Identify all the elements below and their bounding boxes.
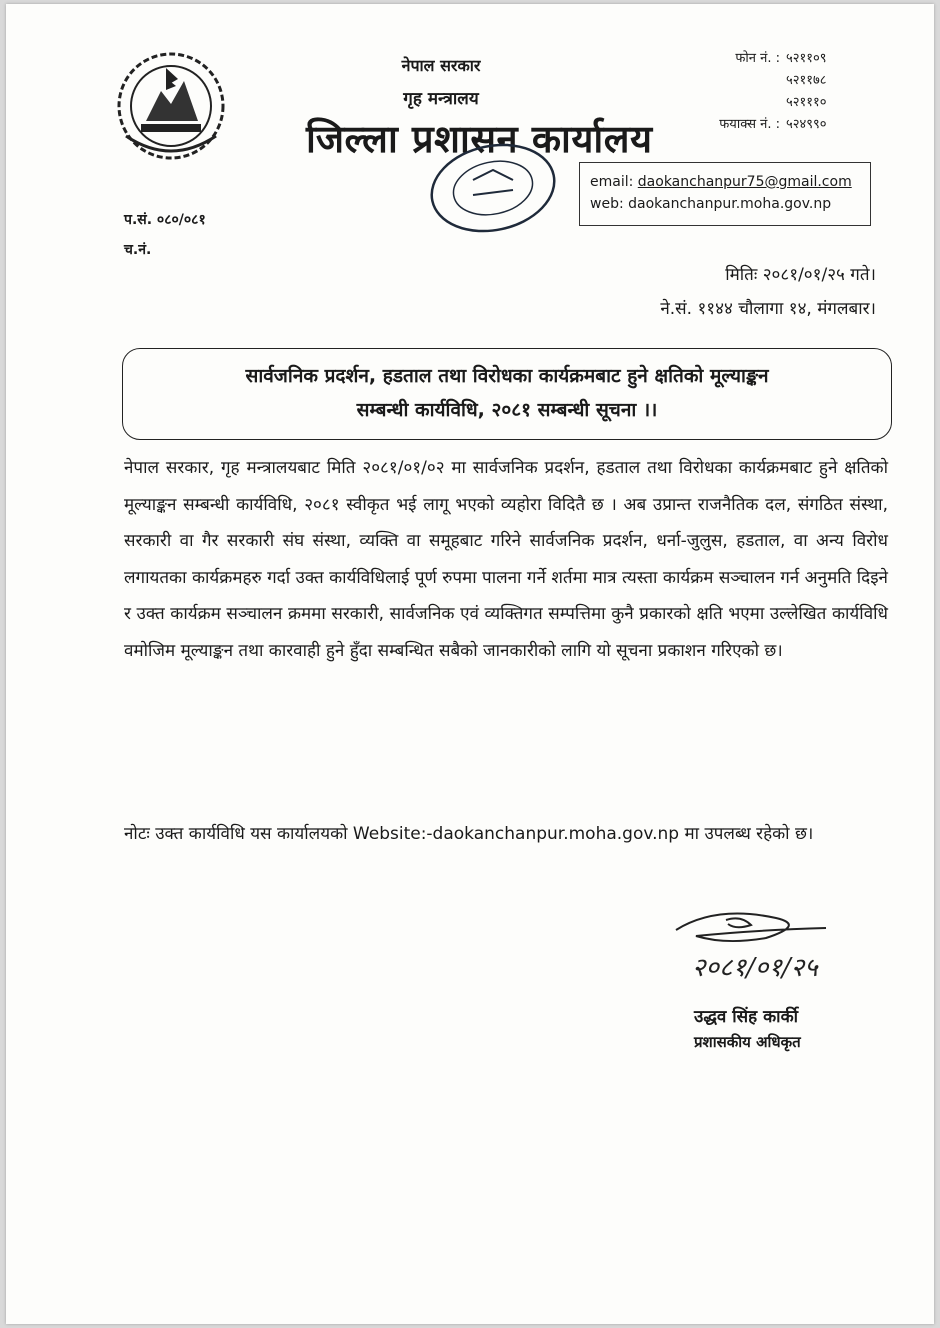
email-link[interactable]: daokanchanpur75@gmail.com xyxy=(637,174,852,190)
web-address: daokanchanpur.moha.gov.np xyxy=(628,196,832,212)
notice-body: नेपाल सरकार, गृह मन्त्रालयबाट मिति २०८१/०१/०२ मा सार्वजनिक प्रदर्शन, हडताल तथा विरोधका कार्यक्रमबाट हुने क्षतिको मूल्याङ्कन सम्बन्धी कार्यविधि, २०८१ स्वीकृत भई लागू भएको व्यहोरा विदितै छ । अब उप्रान्त राजनैतिक दल, संगठित संस्था, सरकारी वा गैर सरकारी संघ संस्था, व्यक्ति वा समूहबाट गरिने सार्वजनिक प्रदर्शन, धर्ना-जुलुस, हडताल, वा अन्य विरोध लगायतका कार्यक्रमहरु गर्दा उक्त कार्यविधिलाई पूर्ण रुपमा पालना गर्ने शर्तमा मात्र त्यस्ता कार्यक्रम सञ्चालन गर्न अनुमति दिइने र उक्त कार्यक्रम सञ्चालन क्रममा सरकारी, सार्वजनिक एवं व्यक्तिगत सम्पत्तिमा कुनै प्रकारको क्षति भएमा उल्लेखित कार्यविधि वमोजिम मूल्याङ्कन तथा कारवाही हुने हुँदा सम्बन्धित सबैको जानकारीको लागि यो सूचना प्रकाशन गरिएको छ। xyxy=(124,458,888,661)
signer-title: प्रशासकीय अधिकृत xyxy=(694,1033,801,1051)
dispatch-number: च.नं. xyxy=(124,242,152,258)
subject-box xyxy=(122,348,892,440)
phone-number: ५२११०९ xyxy=(786,51,827,66)
government-name: नेपाल सरकार xyxy=(401,56,481,75)
handwritten-date: २०८१/०१/२५ xyxy=(692,953,818,983)
date-nepal-sambat: ने.सं. ११४४ चौलागा १४, मंगलबार। xyxy=(660,299,876,319)
fax-label: फयाक्स नं. : xyxy=(719,117,780,132)
contact-block xyxy=(666,48,866,136)
email-web-box xyxy=(579,162,871,226)
fax-number: ५२४९९० xyxy=(786,117,827,132)
email-label: email: xyxy=(590,174,634,190)
nepal-emblem-icon xyxy=(106,46,236,166)
ministry-name: गृह मन्त्रालय xyxy=(403,89,479,109)
reference-number: प.सं. ०८०/०८१ xyxy=(124,212,206,228)
office-title: जिल्ला प्रशासन कार्यालय xyxy=(306,117,653,161)
web-label: web: xyxy=(590,196,624,212)
phone-number: ५२११७८ xyxy=(786,73,827,88)
notice-note: नोटः उक्त कार्यविधि यस कार्यालयको Website:-daokanchanpur.moha.gov.np मा उपलब्ध रहेको छ। xyxy=(124,824,814,844)
subject-line: सम्बन्धी कार्यविधि, २०८१ सम्बन्धी सूचना ।। xyxy=(356,399,658,421)
document-page xyxy=(6,4,934,1324)
phone-label: फोन नं. : xyxy=(735,51,780,66)
phone-number: ५२१११० xyxy=(786,95,827,110)
subject-line: सार्वजनिक प्रदर्शन, हडताल तथा विरोधका कार्यक्रमबाट हुने क्षतिको मूल्याङ्कन xyxy=(245,365,769,387)
date-bs: मितिः २०८१/०१/२५ गते। xyxy=(725,265,876,285)
office-stamp-icon xyxy=(418,140,568,240)
signer-name: उद्धव सिंह कार्की xyxy=(694,1007,799,1027)
